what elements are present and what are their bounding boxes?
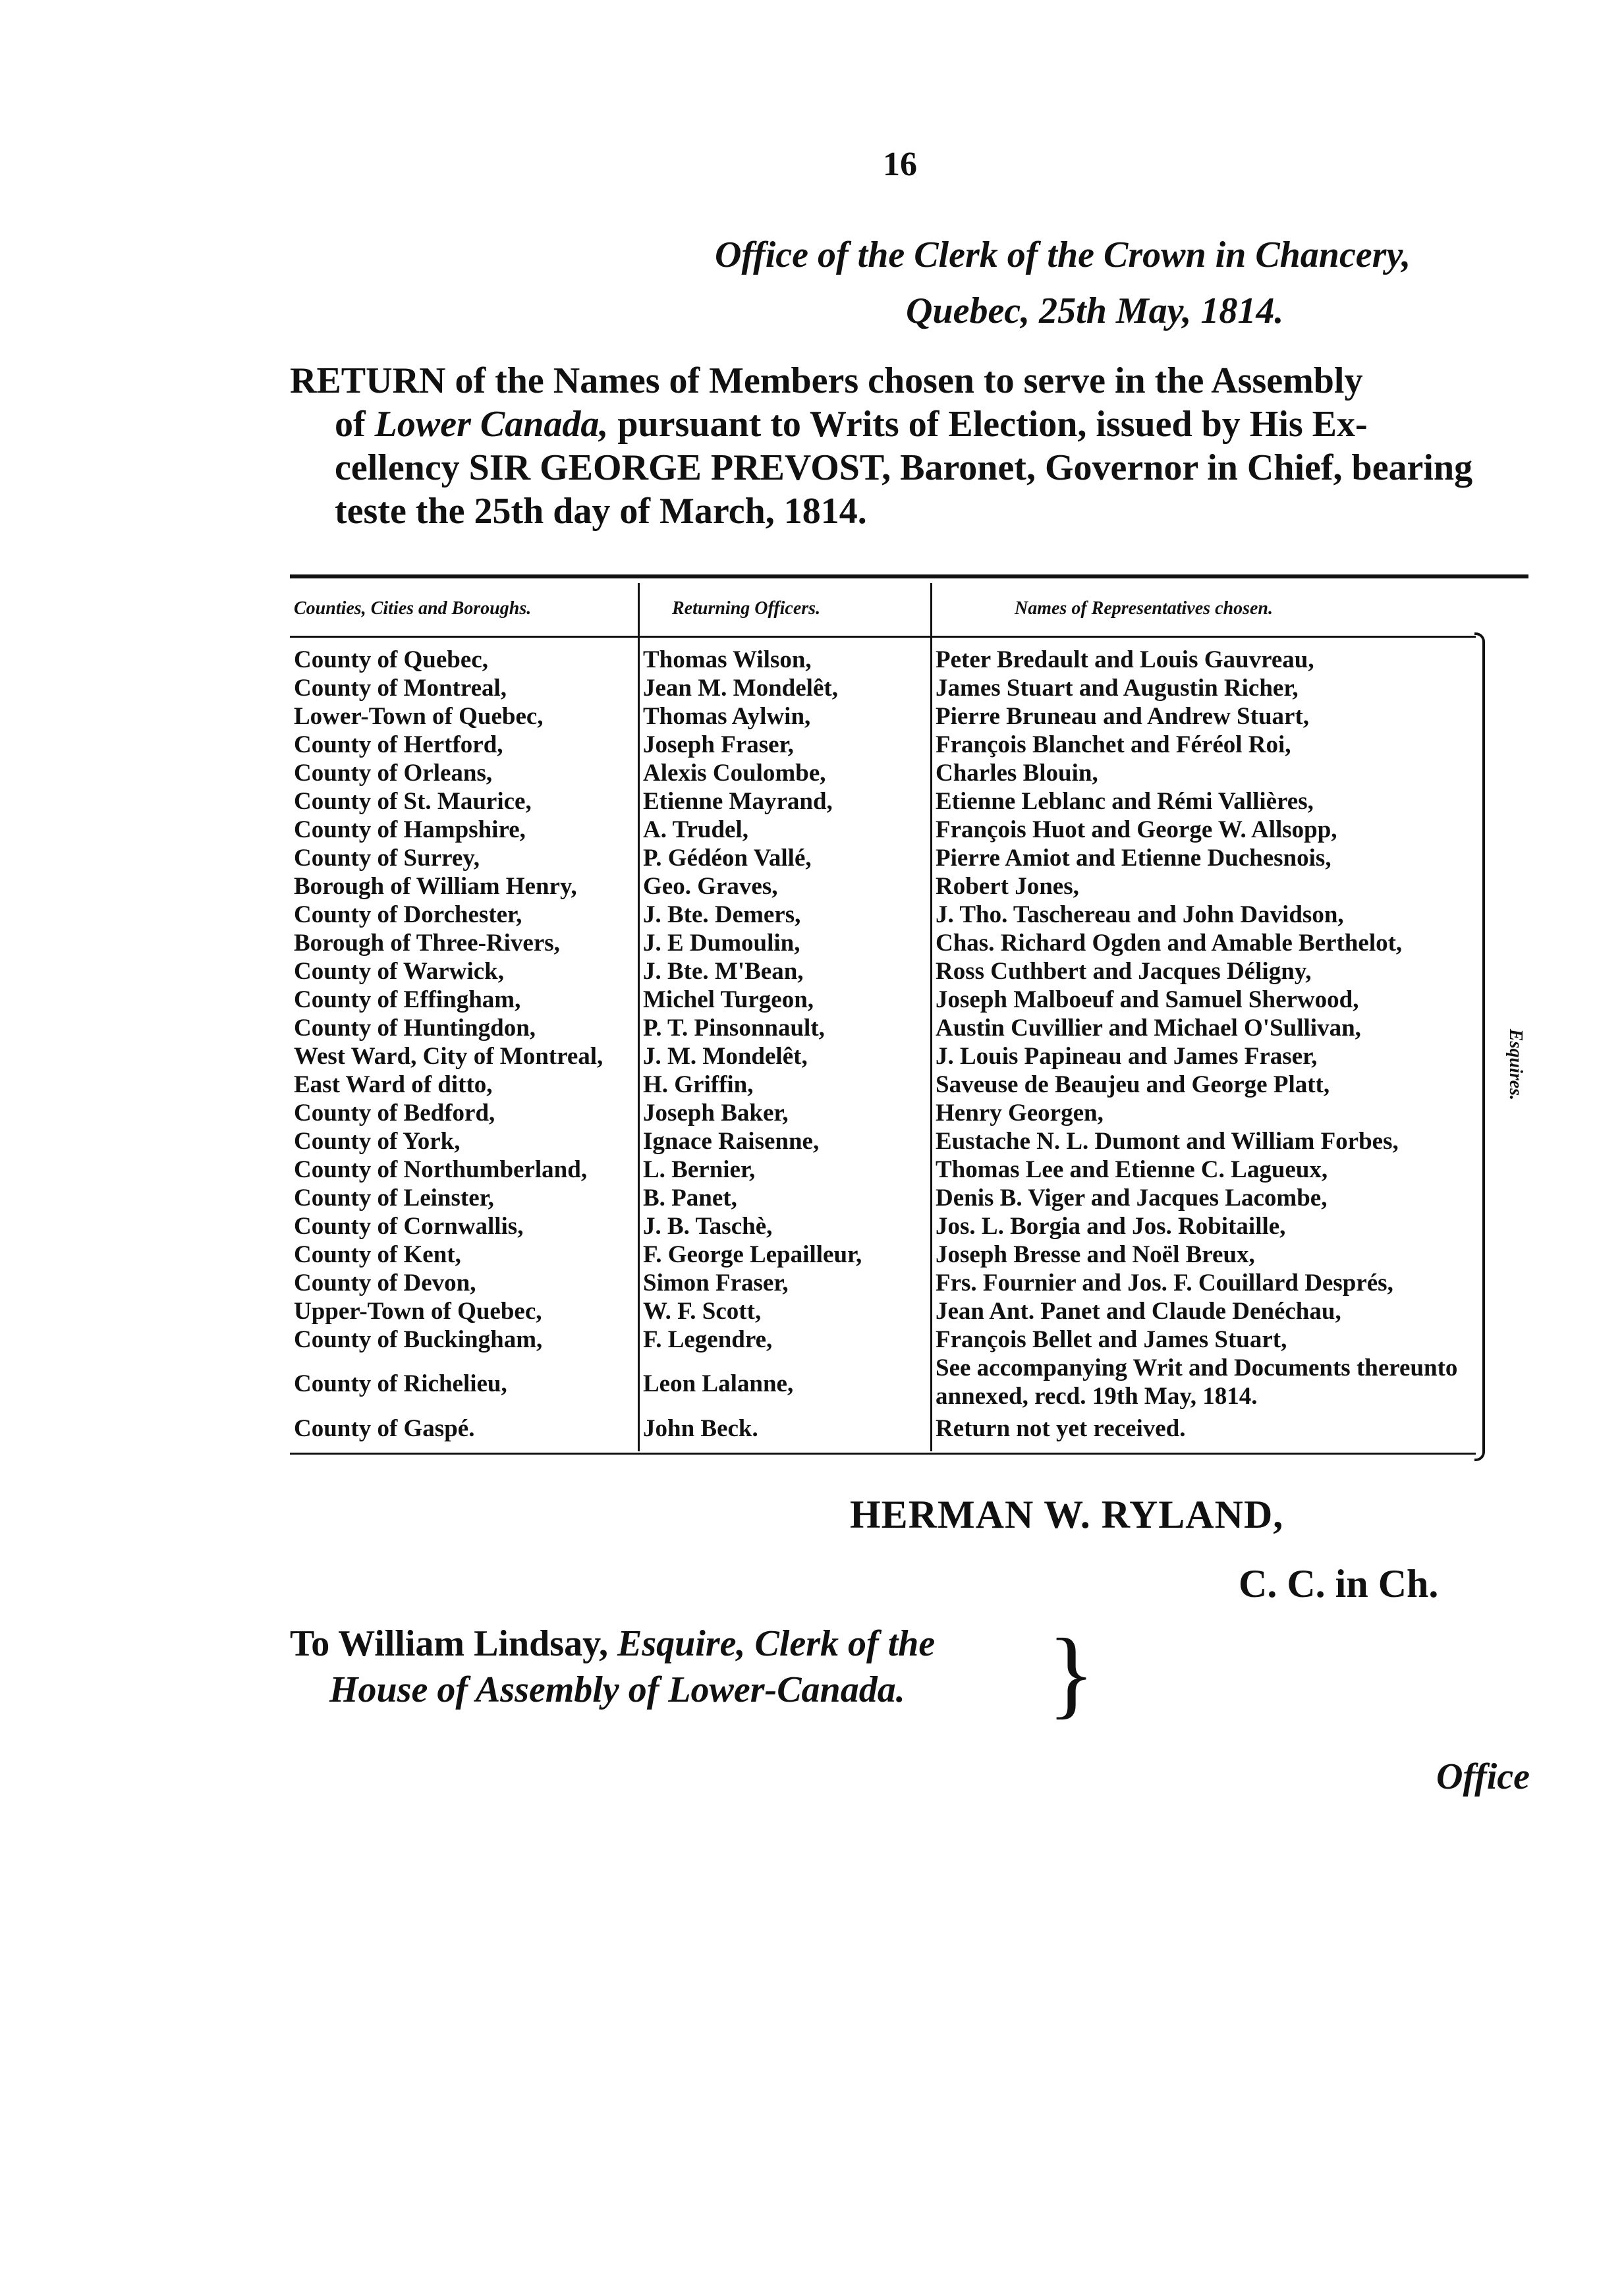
officer-cell: Jean M. Mondelêt,	[643, 675, 838, 702]
brace-note	[1502, 1028, 1528, 1107]
reps-cell: J. Louis Papineau and James Fraser,	[936, 1043, 1318, 1070]
place-cell: County of Effingham,	[294, 986, 521, 1013]
table-row	[290, 844, 1476, 872]
place-cell: County of Montreal,	[294, 675, 507, 702]
table-row	[290, 872, 1476, 901]
reps-cell: Robert Jones,	[936, 873, 1079, 900]
reps-cell: Etienne Leblanc and Rémi Vallières,	[936, 788, 1314, 815]
reps-cell: Ross Cuthbert and Jacques Déligny,	[936, 958, 1312, 985]
officer-cell: F. Legendre,	[643, 1326, 773, 1353]
place-cell: County of Huntingdon,	[294, 1015, 536, 1042]
return-heading	[290, 359, 1522, 533]
table-header-rule	[290, 636, 1476, 638]
reps-cell: Charles Blouin,	[936, 760, 1098, 787]
place-cell: County of Hampshire,	[294, 816, 526, 843]
address-block	[290, 1621, 935, 1713]
heading-line-4: teste the 25th day of March, 1814.	[335, 491, 867, 532]
place-cell: West Ward, City of Montreal,	[294, 1043, 603, 1070]
place-cell: County of Surrey,	[294, 845, 480, 872]
heading-line-2-italic: Lower Canada,	[374, 404, 609, 445]
address-brace: }	[1048, 1619, 1095, 1728]
officer-cell: Ignace Raisenne,	[643, 1128, 820, 1155]
reps-cell: Henry Georgen,	[936, 1100, 1104, 1127]
reps-cell: See accompanying Writ and Documents thereunto annexed, recd. 19th May, 1814.	[936, 1354, 1458, 1410]
table-row	[290, 1071, 1476, 1099]
header-officers: Returning Officers.	[672, 598, 821, 619]
officer-cell: Michel Turgeon,	[643, 986, 814, 1013]
reps-cell: Frs. Fournier and Jos. F. Couillard Després,	[936, 1269, 1393, 1296]
table-row	[290, 1241, 1476, 1269]
place-cell: County of Buckingham,	[294, 1326, 543, 1353]
table-row	[290, 1099, 1476, 1127]
heading-line-2	[290, 403, 1522, 446]
header-counties: Counties, Cities and Boroughs.	[294, 598, 532, 619]
catchword: Office	[1436, 1756, 1530, 1797]
officer-cell: L. Bernier,	[643, 1156, 756, 1183]
place-cell: County of Warwick,	[294, 958, 504, 985]
table-row	[290, 1269, 1476, 1297]
reps-cell: Austin Cuvillier and Michael O'Sullivan,	[936, 1015, 1361, 1042]
office-line: Office of the Clerk of the Crown in Chancery,	[715, 235, 1411, 275]
reps-cell: Joseph Bresse and Noël Breux,	[936, 1241, 1255, 1268]
place-cell: Upper-Town of Quebec,	[294, 1298, 542, 1325]
table-row	[290, 1414, 1476, 1443]
place-cell: County of Northumberland,	[294, 1156, 588, 1183]
reps-cell: Jean Ant. Panet and Claude Denéchau,	[936, 1298, 1341, 1325]
officer-cell: Etienne Mayrand,	[643, 788, 833, 815]
table-row	[290, 929, 1476, 957]
heading-line-2-pre: of	[335, 404, 375, 445]
reps-cell: J. Tho. Taschereau and John Davidson,	[936, 901, 1344, 928]
place-cell: County of Cornwallis,	[294, 1213, 524, 1240]
officer-cell: Alexis Coulombe,	[643, 760, 826, 787]
place-cell: County of Richelieu,	[294, 1370, 507, 1397]
officer-cell: W. F. Scott,	[643, 1298, 762, 1325]
address-line-1-italic: Esquire, Clerk of the	[617, 1623, 936, 1664]
place-cell: County of Gaspé.	[294, 1415, 475, 1442]
table-bottom-rule	[290, 1453, 1476, 1455]
table-row	[290, 957, 1476, 986]
reps-cell: Return not yet received.	[936, 1415, 1186, 1442]
officer-cell: Simon Fraser,	[643, 1269, 789, 1296]
place-cell: County of Orleans,	[294, 760, 493, 787]
table-row	[290, 1354, 1476, 1414]
place-cell: County of Leinster,	[294, 1185, 494, 1212]
place-cell: County of St. Maurice,	[294, 788, 532, 815]
reps-cell: François Huot and George W. Allsopp,	[936, 816, 1337, 843]
place-date: Quebec, 25th May, 1814.	[906, 291, 1284, 331]
table-row	[290, 1325, 1476, 1354]
officer-cell: P. T. Pinsonnault,	[643, 1015, 825, 1042]
officer-cell: H. Griffin,	[643, 1071, 754, 1098]
reps-cell: Saveuse de Beaujeu and George Platt,	[936, 1071, 1330, 1098]
reps-cell: François Bellet and James Stuart,	[936, 1326, 1287, 1353]
place-cell: Lower-Town of Quebec,	[294, 703, 544, 730]
officer-cell: John Beck.	[643, 1415, 758, 1442]
heading-line-3: cellency SIR GEORGE PREVOST, Baronet, Governor in Chief, bearing	[335, 447, 1473, 488]
table-right-brace	[1474, 632, 1485, 1461]
officer-cell: J. Bte. Demers,	[643, 901, 801, 928]
place-cell: Borough of Three-Rivers,	[294, 930, 560, 957]
header-representatives: Names of Representatives chosen.	[1015, 598, 1273, 619]
table-row	[290, 986, 1476, 1014]
reps-cell: Pierre Bruneau and Andrew Stuart,	[936, 703, 1310, 730]
table-row	[290, 816, 1476, 844]
officer-cell: J. E Dumoulin,	[643, 930, 800, 957]
reps-cell: François Blanchet and Féréol Roi,	[936, 731, 1291, 758]
officer-cell: Thomas Wilson,	[643, 646, 812, 673]
table-row	[290, 1297, 1476, 1325]
table-top-rule	[290, 574, 1528, 578]
reps-cell: Jos. L. Borgia and Jos. Robitaille,	[936, 1213, 1286, 1240]
address-line-1	[290, 1621, 935, 1667]
reps-cell: Thomas Lee and Etienne C. Lagueux,	[936, 1156, 1328, 1183]
officer-cell: Joseph Fraser,	[643, 731, 794, 758]
officer-cell: Joseph Baker,	[643, 1100, 789, 1127]
reps-cell: Denis B. Viger and Jacques Lacombe,	[936, 1185, 1328, 1212]
place-cell: County of York,	[294, 1128, 461, 1155]
table-row	[290, 1014, 1476, 1042]
reps-cell: Pierre Amiot and Etienne Duchesnois,	[936, 845, 1331, 872]
address-line-1-pre: To William Lindsay,	[290, 1623, 617, 1664]
officer-cell: Geo. Graves,	[643, 873, 778, 900]
officer-cell: P. Gédéon Vallé,	[643, 845, 812, 872]
officer-cell: J. Bte. M'Bean,	[643, 958, 804, 985]
place-cell: County of Quebec,	[294, 646, 488, 673]
officer-cell: Leon Lalanne,	[643, 1370, 794, 1397]
place-cell: County of Bedford,	[294, 1100, 495, 1127]
brace-note-text: Esquires.	[1505, 1028, 1526, 1101]
reps-cell: Chas. Richard Ogden and Amable Berthelot,	[936, 930, 1403, 957]
table-row	[290, 759, 1476, 787]
table-row	[290, 787, 1476, 816]
reps-cell: Eustache N. L. Dumont and William Forbes,	[936, 1128, 1399, 1155]
page-number: 16	[883, 146, 917, 183]
place-cell: County of Devon,	[294, 1269, 476, 1296]
officer-cell: J. B. Taschè,	[643, 1213, 773, 1240]
place-cell: County of Kent,	[294, 1241, 461, 1268]
place-cell: County of Hertford,	[294, 731, 503, 758]
officer-cell: Thomas Aylwin,	[643, 703, 811, 730]
reps-cell: Joseph Malboeuf and Samuel Sherwood,	[936, 986, 1359, 1013]
place-cell: Borough of William Henry,	[294, 873, 577, 900]
table-row	[290, 1212, 1476, 1241]
officer-cell: F. George Lepailleur,	[643, 1241, 862, 1268]
table-row	[290, 702, 1476, 731]
officer-cell: B. Panet,	[643, 1185, 737, 1212]
officer-cell: J. M. Mondelêt,	[643, 1043, 808, 1070]
reps-cell: James Stuart and Augustin Richer,	[936, 675, 1299, 702]
table-row	[290, 1127, 1476, 1156]
table-row	[290, 1156, 1476, 1184]
place-cell: County of Dorchester,	[294, 901, 522, 928]
reps-cell: Peter Bredault and Louis Gauvreau,	[936, 646, 1314, 673]
heading-line-2-post: pursuant to Writs of Election, issued by His Ex-	[608, 404, 1368, 445]
table-row	[290, 1042, 1476, 1071]
table-row	[290, 646, 1476, 674]
place-cell: East Ward of ditto,	[294, 1071, 493, 1098]
officer-cell: A. Trudel,	[643, 816, 749, 843]
table-row	[290, 1184, 1476, 1212]
heading-line-1: RETURN of the Names of Members chosen to serve in the Assembly	[290, 360, 1363, 401]
address-line-2: House of Assembly of Lower-Canada.	[329, 1669, 905, 1710]
table-body	[290, 646, 1476, 1443]
signature: HERMAN W. RYLAND,	[850, 1493, 1284, 1536]
table-row	[290, 901, 1476, 929]
table-row	[290, 674, 1476, 702]
table-row	[290, 731, 1476, 759]
signature-title: C. C. in Ch.	[1239, 1562, 1439, 1605]
